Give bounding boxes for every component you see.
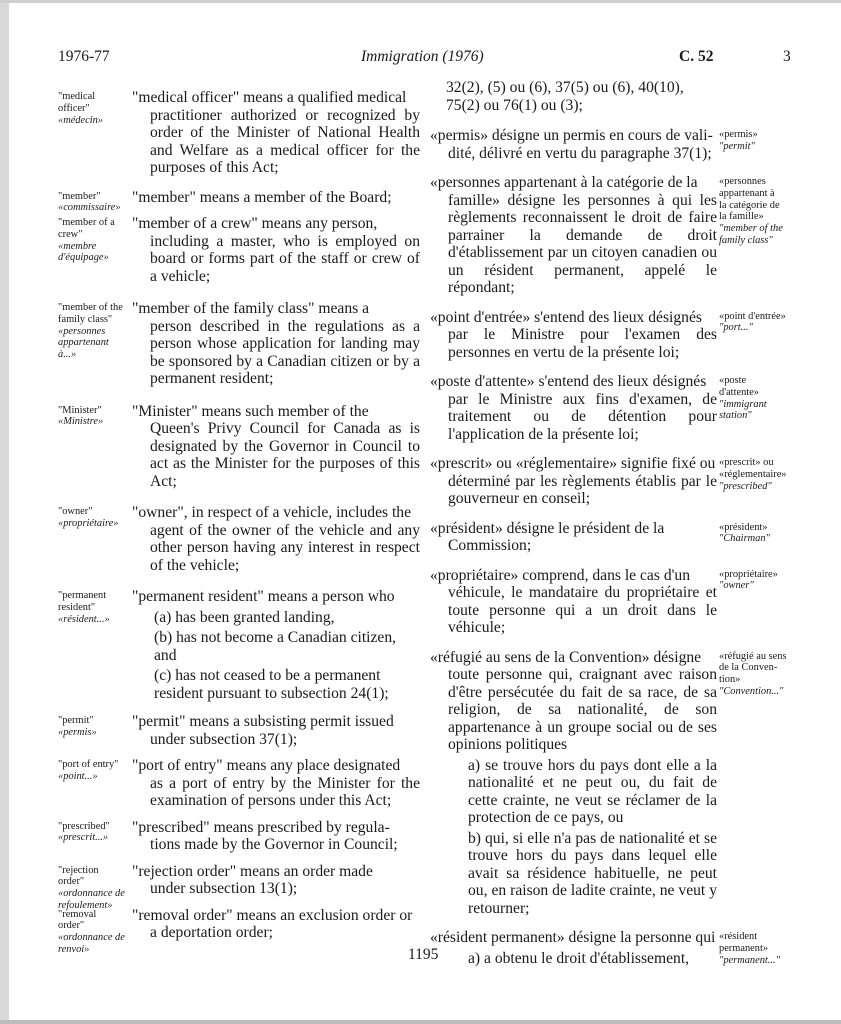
definition-entry (58, 862, 430, 911)
margin-note-line: «propriétaire» (58, 517, 119, 529)
definition-entry (58, 403, 430, 491)
definition-text (430, 373, 717, 443)
definition-first-line: «point d'entrée» s'entend des lieux désignés (430, 308, 702, 326)
definition-first-line: «propriétaire» comprend, dans le cas d'un (430, 566, 691, 584)
definition-paragraph: (a) has been granted landing, (154, 608, 335, 626)
definition-first-line: "medical officer" means a qualified medical (132, 89, 407, 106)
margin-note-line: «personnes (719, 176, 766, 187)
margin-note-line: "removal (58, 908, 97, 920)
definition-text (430, 520, 717, 555)
definition-entry (58, 188, 430, 214)
margin-note-line: «propriétaire» (719, 568, 778, 580)
page-top-edge (0, 0, 841, 3)
definition-paragraph: b) qui, si elle n'a pas de nationalité et se trouve hors du pays dans lequel elle avait sa résidence habituelle, ne peut ou, en raison de ladite crainte, ne veut y retourner; (468, 829, 717, 917)
margin-note (58, 821, 134, 845)
margin-note-line: «point d'entrée» (719, 310, 786, 322)
margin-note (58, 302, 134, 361)
definition-continuation: a deportation order; (150, 924, 273, 941)
margin-note-line: «permis» (58, 726, 97, 738)
margin-note-line: "member" (58, 190, 101, 202)
definition-entry (58, 906, 430, 955)
header-page-number: 3 (783, 48, 791, 65)
margin-note-line: «réglementaire» (719, 468, 787, 480)
margin-note-line: «prescrit» ou (719, 457, 774, 468)
definition-continuation: Commission; (448, 537, 532, 554)
definition-text (132, 588, 420, 606)
definition-text (132, 713, 420, 748)
definition-continuation: agent of the owner of the vehicle and any other person having any interest in respect of the vehicle; (150, 521, 420, 574)
margin-note (58, 590, 134, 625)
margin-note-line: "immigrant (719, 398, 767, 410)
margin-note-line: resident" (58, 601, 96, 613)
definition-first-line: "port of entry" means any place designated (132, 757, 401, 774)
definition-continuation: including a master, who is employed on board or forms part of the staff or crew of a vehicle; (150, 232, 420, 285)
definition-first-line: "permit" means a subsisting permit issued (132, 713, 394, 730)
definition-text (430, 174, 717, 297)
margin-note-line: order" (58, 920, 85, 932)
definition-first-line: "prescribed" means prescribed by regula- (132, 818, 390, 836)
definition-text (132, 907, 420, 942)
margin-note-line: «résident...» (58, 613, 110, 625)
margin-note-line: «membre (58, 240, 97, 252)
margin-note-line: «ordonnance de (58, 888, 125, 900)
margin-note-line: "owner" (719, 580, 754, 592)
margin-note (58, 865, 134, 912)
definition-text (430, 567, 717, 637)
definition-continuation: under subsection 13(1); (150, 880, 298, 897)
definition-text (132, 504, 420, 574)
margin-note (719, 569, 809, 593)
margin-note-line: permanent» (719, 942, 769, 954)
margin-note-line: «médecin» (58, 114, 104, 126)
margin-note-line: "prescribed" (58, 820, 110, 832)
margin-note (719, 129, 809, 153)
margin-note (58, 405, 134, 429)
margin-note-line: "Convention..." (719, 685, 784, 697)
definition-text (430, 649, 717, 754)
margin-note-line: "member of the (58, 302, 123, 313)
margin-note-line: «commissaire» (58, 202, 121, 214)
margin-note-line: de la Conven- (719, 662, 778, 674)
definition-text (132, 757, 420, 810)
definition-continuation: Queen's Privy Council for Canada as is designated by the Governor in Council to act as the Minister for the purposes of this Act; (150, 420, 420, 490)
definition-continuation: dité, délivré en vertu du paragraphe 37(1); (448, 144, 712, 162)
footer-page-number: 1195 (408, 946, 439, 963)
definition-continuation: tions made by the Governor in Council; (150, 836, 398, 853)
definition-text (430, 455, 717, 508)
header-title: Immigration (1976) (361, 48, 484, 65)
definition-first-line: «personnes appartenant à la catégorie de la (430, 174, 698, 191)
margin-note (58, 759, 134, 783)
definition-text (132, 189, 420, 207)
margin-note-line: «Ministre» (58, 416, 104, 428)
definition-entry (58, 504, 430, 574)
definition-continuation: toute personne qui, craignant avec raison d'être persécutée du fait de sa race, de sa religion, de sa nationalité, de son appartenance à un groupe social ou de ses opinions politiques (448, 666, 717, 753)
margin-note-line: à...» (58, 349, 77, 361)
margin-note-line: "member of a (58, 217, 115, 228)
definition-entry (430, 929, 825, 967)
margin-note-line: "prescribed" (719, 480, 772, 492)
definition-first-line: "removal order" means an exclusion order or (132, 906, 413, 924)
definition-entry (58, 215, 430, 285)
definition-continuation: déterminé par les règlements établis par le gouverneur en conseil; (448, 472, 717, 507)
definition-text (430, 929, 717, 947)
margin-note-line: refoulement» (58, 899, 113, 911)
definition-first-line: «prescrit» ou «réglementaire» signifie fixé ou (430, 455, 716, 472)
margin-note-line: "permanent..." (719, 954, 780, 966)
definition-continuation: person described in the regulations as a person whose application for landing may be sponsored by a Canadian citizen or by a permanent resident; (150, 317, 420, 387)
margin-note-line: «point...» (58, 770, 98, 782)
french-column (430, 79, 825, 967)
definition-text (132, 89, 420, 177)
definition-entry (58, 588, 430, 702)
margin-note-line: la catégorie de (719, 199, 780, 211)
definition-first-line: «président» désigne le président de la (430, 519, 665, 537)
margin-note-line: "port..." (719, 322, 753, 334)
margin-note-line: d'attente» (719, 386, 759, 398)
margin-note-line: «résident (719, 931, 758, 942)
margin-note-line: "member of the (719, 223, 783, 235)
definition-text (430, 127, 717, 162)
margin-note (719, 522, 809, 546)
margin-note-line: «réfugié au sens (719, 650, 787, 662)
definition-first-line: «résident permanent» désigne la personne qui (430, 929, 716, 946)
definition-paragraph: (c) has not ceased to be a permanent resident pursuant to subsection 24(1); (154, 667, 389, 702)
margin-note-line: «prescrit...» (58, 832, 109, 844)
definition-continuation: as a port of entry by the Minister for the examination of persons under this Act; (150, 774, 420, 809)
margin-note-line: «ordonnance de (58, 932, 125, 944)
definition-first-line: "owner", in respect of a vehicle, includes the (132, 504, 412, 521)
definition-paragraph: a) a obtenu le droit d'établissement, (468, 949, 690, 967)
margin-note-line: «personnes (58, 325, 106, 337)
definition-text (132, 403, 420, 491)
margin-note-line: "medical (58, 91, 96, 102)
definition-entry (430, 455, 825, 508)
english-column (58, 79, 430, 955)
definition-first-line: "member of a crew" means any person, (132, 215, 378, 232)
french-continuation-text: 32(2), (5) ou (6), 37(5) ou (6), 40(10), 75(2) ou 76(1) ou (3); (446, 79, 684, 114)
margin-note-line: appartenant à (719, 187, 775, 199)
definition-first-line: "Minister" means such member of the (132, 402, 369, 420)
definition-continuation: under subsection 37(1); (150, 730, 298, 748)
margin-note-line: tion» (719, 674, 741, 686)
margin-note-line: "rejection (58, 864, 99, 876)
margin-note (58, 91, 134, 126)
definition-text (132, 215, 420, 285)
definition-paragraph: (b) has not become a Canadian citizen, and (154, 629, 397, 664)
definition-entry (430, 309, 825, 362)
definition-continuation: par le Ministre aux fins d'examen, de traitement ou de détention pour l'application de la présente loi; (448, 390, 717, 443)
definition-text (430, 309, 717, 362)
margin-note-line: family class" (58, 313, 113, 325)
margin-note (58, 217, 134, 264)
margin-note-line: «permis» (719, 129, 758, 140)
margin-note-line: la famille» (719, 211, 764, 223)
margin-note-line: "port of entry" (58, 759, 119, 770)
margin-note-line: "owner" (58, 506, 93, 517)
margin-note-line: crew" (58, 228, 83, 240)
definition-entry (430, 649, 825, 918)
page-bottom-edge (0, 1020, 841, 1024)
definition-entry (430, 174, 825, 297)
definition-first-line: "rejection order" means an order made (132, 862, 373, 880)
definition-continuation: par le Ministre pour l'examen des personnes en vertu de la présente loi; (448, 326, 717, 361)
definition-first-line: «réfugié au sens de la Convention» désigne (430, 648, 702, 666)
definition-entry (430, 373, 825, 443)
margin-note-line: appartenant (58, 337, 109, 349)
header-chapter: C. 52 (679, 48, 714, 65)
margin-note (58, 506, 134, 530)
margin-note (58, 191, 134, 215)
header-year: 1976-77 (58, 48, 110, 65)
margin-note (719, 931, 809, 966)
definition-entry (58, 89, 430, 177)
definition-entry (430, 567, 825, 637)
margin-note-line: renvoi» (58, 943, 90, 955)
definition-text (132, 863, 420, 898)
definition-first-line: "member of the family class" means a (132, 300, 370, 317)
definition-continuation: practitioner authorized or recognized by order of the Minister of National Health and Welfare as a medical officer for the purposes of this Act; (150, 106, 420, 176)
margin-note-line: «président» (719, 521, 768, 533)
definition-entry (58, 300, 430, 388)
definition-continuation: famille» désigne les personnes à qui les règlements reconnaissent le droit de faire parrainer la demande de droit d'établissement par un citoyen canadien ou un résident permanent, appelé le répondant; (448, 191, 717, 296)
margin-note (719, 311, 809, 335)
margin-note (719, 375, 809, 422)
margin-note-line: "Minister" (58, 404, 102, 416)
margin-note-line: "permanent (58, 590, 107, 601)
margin-note (58, 715, 134, 739)
definition-first-line: "member" means a member of the Board; (132, 188, 392, 206)
margin-note-line: family class" (719, 234, 773, 246)
margin-note-line: "permit" (719, 140, 755, 152)
margin-note-line: d'équipage» (58, 252, 109, 264)
margin-note-line: "Chairman" (719, 533, 770, 545)
definition-entry (430, 127, 825, 162)
margin-note-line: order" (58, 876, 85, 888)
definition-paragraph: a) se trouve hors du pays dont elle a la nationalité et ne peut ou, du fait de cette crainte, ne veut se réclamer de la protection de ce pays, ou (468, 756, 717, 826)
margin-note (719, 176, 809, 247)
margin-note (719, 457, 809, 492)
margin-note-line: officer" (58, 102, 90, 114)
definition-first-line: «poste d'attente» s'entend des lieux désignés (430, 373, 707, 390)
margin-note (719, 651, 809, 698)
definition-entry (58, 757, 430, 810)
definition-first-line: «permis» désigne un permis en cours de vali- (430, 127, 713, 144)
margin-note-line: «poste (719, 375, 747, 386)
page-edge-shadow (0, 0, 9, 1024)
margin-note-line: "permit" (58, 715, 94, 726)
definition-entry (58, 713, 430, 748)
definition-entry (430, 520, 825, 555)
margin-note-line: station" (719, 410, 752, 422)
definition-entry (58, 819, 430, 854)
definition-text (132, 300, 420, 388)
margin-note (58, 909, 134, 956)
definition-continuation: véhicule, le mandataire du propriétaire et toute personne qui a un droit dans le véhicule; (448, 584, 717, 636)
definition-first-line: "permanent resident" means a person who (132, 588, 395, 605)
definition-text (132, 819, 420, 854)
